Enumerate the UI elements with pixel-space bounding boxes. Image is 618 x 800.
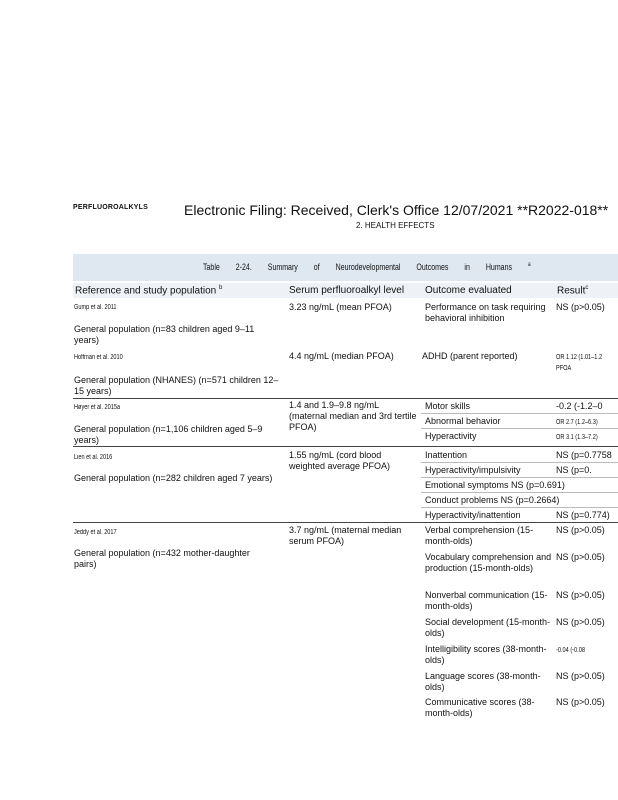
outcome: Vocabulary comprehension and production (15-month-olds) [425, 552, 552, 573]
outcome: Hyperactivity/inattention [425, 510, 521, 520]
study-ref: Gump et al. 2011 [74, 304, 117, 311]
col-header-serum: Serum perfluoroalkyl level [289, 285, 405, 296]
result: NS (p>0.05) [556, 671, 605, 681]
outcome: Intelligibility scores (38-month-olds) [425, 644, 547, 665]
result: NS (p>0.05) [556, 302, 605, 312]
outcome: Emotional symptoms NS (p=0.691) [425, 480, 565, 490]
study-ref: Hoffman et al. 2010 [74, 354, 123, 361]
running-head: PERFLUOROALKYLS [73, 204, 148, 211]
table-title-band [73, 254, 618, 281]
col-header-reference: Reference and study population $^b$ [75, 285, 223, 297]
study-ref: Lien et al. 2016 [74, 454, 113, 461]
result: NS (p=0.691) [511, 480, 565, 490]
row-divider [421, 462, 618, 463]
outcome: Conduct problems NS (p=0.2664) [425, 495, 560, 505]
outcome: Hyperactivity [425, 431, 477, 441]
study-population: General population (n=83 children aged 9–11 years) [74, 324, 255, 345]
row-divider [73, 398, 618, 399]
serum-level: 1.4 and 1.9–9.8 ng/mL (maternal median and 3rd tertile PFOA) [289, 400, 417, 432]
result: NS (p=0.774) [556, 510, 610, 520]
table-title: Table 2-24. Summary of Neurodevelopmental Outcomes in Humans $^a$ [203, 262, 531, 272]
result: NS (p>0.05) [556, 525, 605, 535]
outcome: Verbal comprehension (15-month-olds) [425, 525, 534, 546]
result: OR 3.1 (1.3–7.2) [556, 434, 598, 441]
result: NS (p>0.05) [556, 590, 605, 600]
outcome: Abnormal behavior [425, 416, 501, 426]
row-divider [421, 507, 618, 508]
outcome: Communicative scores (38-month-olds) [425, 697, 535, 718]
outcome: ADHD (parent reported) [422, 351, 518, 361]
result: NS (p>0.05) [556, 552, 605, 562]
result: -0.04 (-0.08 [556, 647, 585, 654]
outcome: Nonverbal communication (15-month-olds) [425, 590, 548, 611]
serum-level: 1.55 ng/mL (cord blood weighted average PFOA) [289, 450, 391, 471]
col-header-outcome: Outcome evaluated [425, 285, 512, 296]
result: -0.2 (-1.2–0 [556, 401, 603, 411]
result: NS (p=0.2664) [500, 495, 560, 505]
result: OR 2.7 (1.2–6.3) [556, 419, 598, 426]
row-divider [73, 446, 618, 447]
study-population: General population (NHANES) (n=571 children 12–15 years) [74, 375, 279, 396]
serum-level: 3.7 ng/mL (maternal median serum PFOA) [289, 525, 402, 546]
result: NS (p>0.05) [556, 617, 605, 627]
result: NS (p=0. [556, 465, 592, 475]
outcome: Performance on task requiring behavioral inhibition [425, 302, 546, 323]
row-divider [73, 522, 618, 523]
study-population: General population (n=1,106 children aged 5–9 years) [74, 424, 263, 445]
section-heading: 2. HEALTH EFFECTS [356, 221, 435, 230]
outcome: Social development (15-month-olds) [425, 617, 551, 638]
outcome: Language scores (38-month-olds) [425, 671, 541, 692]
serum-level: 4.4 ng/mL (median PFOA) [289, 351, 394, 361]
serum-level: 3.23 ng/mL (mean PFOA) [289, 302, 392, 312]
row-divider [421, 428, 618, 429]
study-ref: Jeddy et al. 2017 [74, 529, 117, 536]
table-column-headers [73, 283, 618, 298]
result: NS (p=0.7758 [556, 450, 612, 460]
outcome: Inattention [425, 450, 468, 460]
outcome: Hyperactivity/impulsivity [425, 465, 521, 475]
study-ref: Høyer et al. 2015a [74, 404, 121, 411]
row-divider [421, 477, 618, 478]
row-divider [421, 492, 618, 493]
col-header-result: Result$^c$ [557, 285, 589, 297]
filing-stamp: Electronic Filing: Received, Clerk's Office 12/07/2021 **R2022-018** [184, 202, 609, 218]
result: NS (p>0.05) [556, 697, 605, 707]
study-population: General population (n=282 children aged 7 years) [74, 473, 273, 483]
study-population: General population (n=432 mother-daughter pairs) [74, 548, 250, 569]
outcome: Motor skills [425, 401, 471, 411]
result: OR 1.12 (1.01–1.2 PFOA [556, 354, 603, 372]
row-divider [421, 413, 618, 414]
